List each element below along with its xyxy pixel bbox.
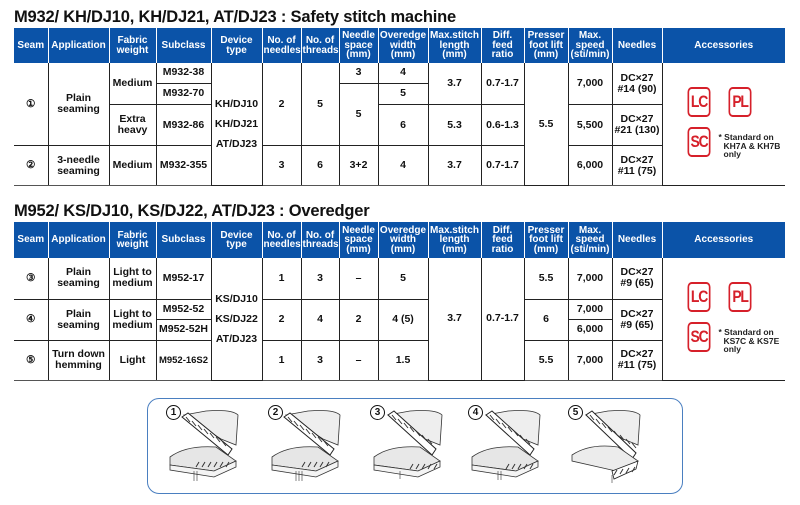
needles: DC×27 #21 (130): [612, 105, 662, 146]
application: Plain seaming: [48, 258, 109, 299]
device-type: KS/DJ10 KS/DJ22 AT/DJ23: [211, 258, 262, 380]
lc-badge-icon: LC: [687, 87, 710, 117]
figure-number: 1: [166, 405, 181, 420]
table-row: [14, 63, 785, 83]
presser-foot-lift: 5.5: [524, 340, 568, 380]
diff-feed-ratio: 0.7-1.7: [481, 258, 524, 380]
fabric-weight: Medium: [109, 63, 156, 105]
figure-number: 3: [370, 405, 385, 420]
header-presser-foot-lift: Presser foot lift (mm): [524, 28, 568, 63]
header-max-speed: Max. speed (sti/min): [568, 28, 612, 63]
needles: DC×27 #9 (65): [612, 299, 662, 340]
subclass: M952-17: [156, 258, 211, 299]
max-speed: 7,000: [568, 299, 612, 319]
header-no-of-threads: No. of threads: [301, 222, 339, 258]
no-of-threads: 3: [301, 258, 339, 299]
presser-foot-lift: 6: [524, 299, 568, 340]
seam-illustration-1: [166, 405, 252, 487]
no-of-needles: 1: [262, 258, 301, 299]
figure-number: 4: [468, 405, 483, 420]
pl-badge-icon: PL: [728, 282, 751, 312]
header-seam: Seam: [14, 222, 48, 258]
needle-space: 2: [339, 299, 378, 340]
seam-number: ②: [14, 146, 48, 186]
fabric-weight: Extra heavy: [109, 105, 156, 146]
needles: DC×27 #11 (75): [612, 340, 662, 380]
needles: DC×27 #9 (65): [612, 258, 662, 299]
max-stitch-length: 3.7: [428, 63, 481, 105]
header-subclass: Subclass: [156, 28, 211, 63]
header-max-stitch-length: Max.stitch length (mm): [428, 28, 481, 63]
figure-number: 5: [568, 405, 583, 420]
header-overedge-width: Overedge width (mm): [378, 28, 428, 63]
overedge-width: 1.5: [378, 340, 428, 380]
header-device-type: Device type: [211, 222, 262, 258]
no-of-needles: 2: [262, 299, 301, 340]
no-of-needles: 1: [262, 340, 301, 380]
max-speed: 7,000: [568, 63, 612, 105]
needle-space: 3+2: [339, 146, 378, 186]
lc-badge-icon: LC: [687, 282, 710, 312]
needles: DC×27 #11 (75): [612, 146, 662, 186]
header-application: Application: [48, 28, 109, 63]
header-seam: Seam: [14, 28, 48, 63]
device-type: KH/DJ10 KH/DJ21 AT/DJ23: [211, 63, 262, 186]
subclass: M952-16S2: [156, 340, 211, 380]
diff-feed-ratio: 0.7-1.7: [481, 146, 524, 186]
fabric-weight: Light to medium: [109, 299, 156, 340]
header-device-type: Device type: [211, 28, 262, 63]
subclass: M952-52: [156, 299, 211, 319]
sc-badge-icon: SC: [687, 322, 710, 352]
needle-space: –: [339, 340, 378, 380]
overedge-width: 6: [378, 105, 428, 146]
seam-illustration-5: [568, 405, 654, 487]
header-presser-foot-lift: Presser foot lift (mm): [524, 222, 568, 258]
fabric-weight: Light to medium: [109, 258, 156, 299]
seam-illustration-2: [268, 405, 354, 487]
header-no-of-needles: No. of needles: [262, 222, 301, 258]
header-fabric-weight: Fabric weight: [109, 222, 156, 258]
application: Plain seaming: [48, 299, 109, 340]
header-needle-space: Needle space (mm): [339, 28, 378, 63]
pl-badge-icon: PL: [728, 87, 751, 117]
no-of-needles: 2: [262, 63, 301, 146]
accessory-note: * Standard on KS7C & KS7E only: [718, 327, 780, 355]
accessory-note: * Standard on KH7A & KH7B only: [718, 132, 781, 159]
no-of-threads: 6: [301, 146, 339, 186]
table2-overedger: [14, 222, 785, 381]
overedge-width: 4 (5): [378, 299, 428, 340]
diff-feed-ratio: 0.6-1.3: [481, 105, 524, 146]
overedge-width: 4: [378, 63, 428, 83]
max-speed: 7,000: [568, 340, 612, 380]
needle-space: 3: [339, 63, 378, 83]
header-max-speed: Max. speed (sti/min): [568, 222, 612, 258]
max-speed: 7,000: [568, 258, 612, 299]
table1-safety-stitch: [14, 28, 785, 186]
max-speed: 6,000: [568, 146, 612, 186]
application: 3-needle seaming: [48, 146, 109, 186]
application: Turn down hemming: [48, 340, 109, 380]
header-overedge-width: Overedge width (mm): [378, 222, 428, 258]
seam-illustration-3: [370, 405, 456, 487]
header-fabric-weight: Fabric weight: [109, 28, 156, 63]
max-stitch-length: 3.7: [428, 258, 481, 380]
seam-number: ③: [14, 258, 48, 299]
subclass: M932-355: [156, 146, 211, 186]
needle-space: –: [339, 258, 378, 299]
header-no-of-needles: No. of needles: [262, 28, 301, 63]
subclass: M932-38: [156, 63, 211, 83]
header-needle-space: Needle space (mm): [339, 222, 378, 258]
seam-number: ④: [14, 299, 48, 340]
seam-number: ①: [14, 63, 48, 146]
max-stitch-length: 3.7: [428, 146, 481, 186]
needles: DC×27 #14 (90): [612, 63, 662, 105]
overedge-width: 4: [378, 146, 428, 186]
overedge-width: 5: [378, 258, 428, 299]
seam-number: ⑤: [14, 340, 48, 380]
needle-space: 5: [339, 83, 378, 146]
header-diff-feed-ratio: Diff. feed ratio: [481, 28, 524, 63]
subclass: M932-86: [156, 105, 211, 146]
accessories: [662, 63, 785, 186]
header-accessories: Accessories: [662, 222, 785, 258]
subclass: M952-52H: [156, 319, 211, 340]
table-row: [14, 258, 785, 299]
subclass: M932-70: [156, 83, 211, 105]
seam-illustrations-panel: [147, 398, 683, 494]
header-application: Application: [48, 222, 109, 258]
no-of-needles: 3: [262, 146, 301, 186]
fabric-weight: Light: [109, 340, 156, 380]
accessories: [662, 258, 785, 380]
header-accessories: Accessories: [662, 28, 785, 63]
header-diff-feed-ratio: Diff. feed ratio: [481, 222, 524, 258]
figure-number: 2: [268, 405, 283, 420]
header-no-of-threads: No. of threads: [301, 28, 339, 63]
max-speed: 5,500: [568, 105, 612, 146]
table1-title: M932/ KH/DJ10, KH/DJ21, AT/DJ23 : Safety stitch machine: [14, 8, 456, 26]
no-of-threads: 3: [301, 340, 339, 380]
seam-illustration-4: [468, 405, 554, 487]
presser-foot-lift: 5.5: [524, 63, 568, 186]
fabric-weight: Medium: [109, 146, 156, 186]
application: Plain seaming: [48, 63, 109, 146]
max-stitch-length: 5.3: [428, 105, 481, 146]
header-needles: Needles: [612, 28, 662, 63]
no-of-threads: 4: [301, 299, 339, 340]
no-of-threads: 5: [301, 63, 339, 146]
table2-header-row: [14, 222, 785, 258]
header-subclass: Subclass: [156, 222, 211, 258]
header-needles: Needles: [612, 222, 662, 258]
diff-feed-ratio: 0.7-1.7: [481, 63, 524, 105]
sc-badge-icon: SC: [687, 127, 710, 157]
max-speed: 6,000: [568, 319, 612, 340]
presser-foot-lift: 5.5: [524, 258, 568, 299]
header-max-stitch-length: Max.stitch length (mm): [428, 222, 481, 258]
table2-title: M952/ KS/DJ10, KS/DJ22, AT/DJ23 : Overedger: [14, 202, 370, 220]
table1-header-row: [14, 28, 785, 63]
overedge-width: 5: [378, 83, 428, 105]
